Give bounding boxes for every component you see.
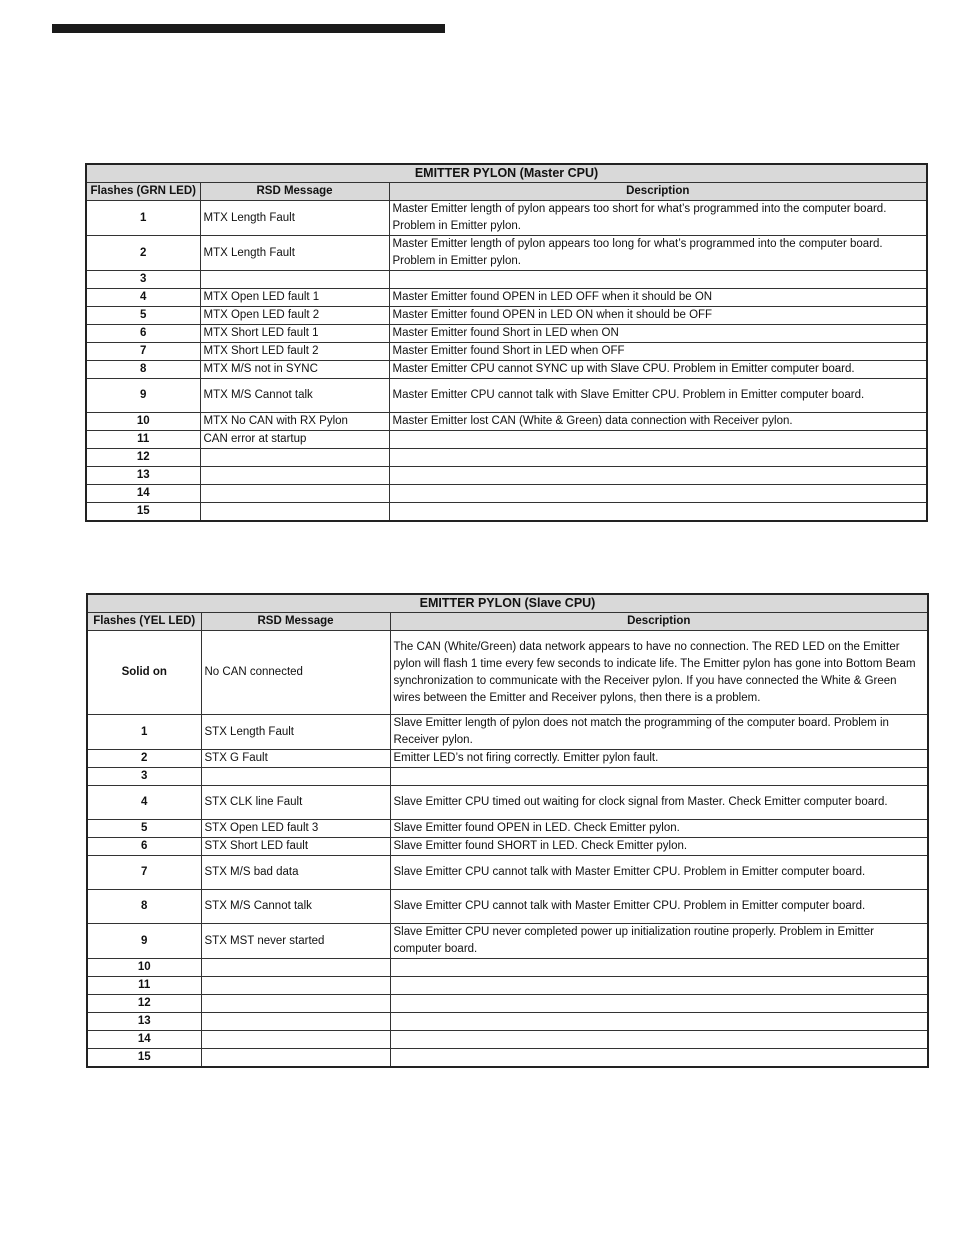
description-cell — [389, 431, 927, 449]
table-row — [87, 768, 928, 786]
flash-count-cell: 14 — [86, 485, 200, 503]
rsd-message-cell: STX M/S bad data — [201, 856, 390, 890]
rsd-message-cell — [201, 1013, 390, 1031]
description-cell: The CAN (White/Green) data network appears to have no connection. The RED LED on the Emitter pylon will flash 1 time every few seconds to indicate life. The Emitter pylon has gone into Bottom Beam synchronization to communicate with the Receiver pylon. If you have connected the White & Green wires between the Emitter and Receiver pylons, then there is a problem. — [390, 631, 928, 715]
table-row — [87, 750, 928, 768]
flash-count-cell: 13 — [86, 467, 200, 485]
flash-count-cell: 15 — [87, 1049, 201, 1068]
flash-count-cell: 3 — [87, 768, 201, 786]
master-cpu-table — [85, 163, 928, 522]
rsd-message-cell: MTX M/S not in SYNC — [200, 361, 389, 379]
rsd-message-cell: STX CLK line Fault — [201, 786, 390, 820]
flash-count-cell: 14 — [87, 1031, 201, 1049]
description-cell — [389, 449, 927, 467]
description-cell: Master Emitter found OPEN in LED OFF when it should be ON — [389, 289, 927, 307]
table-row — [87, 924, 928, 959]
table-row — [86, 271, 927, 289]
table-row — [87, 977, 928, 995]
description-cell: Emitter LED’s not firing correctly. Emitter pylon fault. — [390, 750, 928, 768]
flash-count-cell: 5 — [87, 820, 201, 838]
column-header-rsd-message: RSD Message — [201, 613, 390, 631]
description-cell — [390, 1049, 928, 1068]
flash-count-cell: 11 — [87, 977, 201, 995]
column-header-flashes: Flashes (GRN LED) — [86, 183, 200, 201]
description-cell: Slave Emitter length of pylon does not match the programming of the computer board. Problem in Receiver pylon. — [390, 715, 928, 750]
description-cell — [389, 485, 927, 503]
description-cell: Slave Emitter found OPEN in LED. Check Emitter pylon. — [390, 820, 928, 838]
flash-count-cell: 9 — [86, 379, 200, 413]
table-row — [87, 838, 928, 856]
table-title: EMITTER PYLON (Master CPU) — [86, 164, 927, 183]
description-cell — [390, 1031, 928, 1049]
table-row — [87, 631, 928, 715]
table-row — [86, 467, 927, 485]
rsd-message-cell: STX Length Fault — [201, 715, 390, 750]
rsd-message-cell — [200, 503, 389, 522]
rsd-message-cell — [201, 995, 390, 1013]
table-row — [87, 715, 928, 750]
flash-count-cell: 2 — [87, 750, 201, 768]
table-row — [86, 413, 927, 431]
flash-count-cell: 11 — [86, 431, 200, 449]
rsd-message-cell: MTX M/S Cannot talk — [200, 379, 389, 413]
description-cell: Master Emitter lost CAN (White & Green) data connection with Receiver pylon. — [389, 413, 927, 431]
rsd-message-cell: MTX Short LED fault 1 — [200, 325, 389, 343]
flash-count-cell: 13 — [87, 1013, 201, 1031]
rsd-message-cell: STX Short LED fault — [201, 838, 390, 856]
rsd-message-cell — [200, 271, 389, 289]
table-row — [87, 1013, 928, 1031]
flash-count-cell: 12 — [86, 449, 200, 467]
description-cell — [389, 503, 927, 522]
rsd-message-cell: STX M/S Cannot talk — [201, 890, 390, 924]
rsd-message-cell: MTX No CAN with RX Pylon — [200, 413, 389, 431]
rsd-message-cell — [201, 768, 390, 786]
table-title: EMITTER PYLON (Slave CPU) — [87, 594, 928, 613]
flash-count-cell: 9 — [87, 924, 201, 959]
description-cell: Slave Emitter CPU timed out waiting for clock signal from Master. Check Emitter computer board. — [390, 786, 928, 820]
table-row — [86, 236, 927, 271]
table-row — [86, 343, 927, 361]
description-cell — [390, 977, 928, 995]
flash-count-cell: 12 — [87, 995, 201, 1013]
rsd-message-cell: STX G Fault — [201, 750, 390, 768]
description-cell: Slave Emitter found SHORT in LED. Check Emitter pylon. — [390, 838, 928, 856]
column-header-rsd-message: RSD Message — [200, 183, 389, 201]
flash-count-cell: 4 — [86, 289, 200, 307]
rsd-message-cell — [201, 1049, 390, 1068]
description-cell: Slave Emitter CPU cannot talk with Master Emitter CPU. Problem in Emitter computer board. — [390, 856, 928, 890]
description-cell — [389, 467, 927, 485]
rsd-message-cell — [200, 467, 389, 485]
description-cell: Master Emitter found Short in LED when ON — [389, 325, 927, 343]
table-row — [86, 289, 927, 307]
slave-cpu-table — [86, 593, 929, 1068]
description-cell — [390, 959, 928, 977]
flash-count-cell: 6 — [87, 838, 201, 856]
column-header-description: Description — [390, 613, 928, 631]
rsd-message-cell: MTX Open LED fault 1 — [200, 289, 389, 307]
rsd-message-cell — [200, 449, 389, 467]
rsd-message-cell: MTX Open LED fault 2 — [200, 307, 389, 325]
flash-count-cell: 6 — [86, 325, 200, 343]
table-row — [87, 1049, 928, 1068]
rsd-message-cell: MTX Length Fault — [200, 236, 389, 271]
flash-count-cell: 10 — [87, 959, 201, 977]
table-row — [87, 890, 928, 924]
table-row — [86, 201, 927, 236]
column-header-description: Description — [389, 183, 927, 201]
flash-count-cell: 10 — [86, 413, 200, 431]
flash-count-cell: 8 — [87, 890, 201, 924]
flash-count-cell: 7 — [86, 343, 200, 361]
table-row — [86, 379, 927, 413]
description-cell: Master Emitter CPU cannot SYNC up with Slave CPU. Problem in Emitter computer board. — [389, 361, 927, 379]
rsd-message-cell: STX Open LED fault 3 — [201, 820, 390, 838]
description-cell: Master Emitter CPU cannot talk with Slave Emitter CPU. Problem in Emitter computer board. — [389, 379, 927, 413]
rsd-message-cell — [200, 485, 389, 503]
description-cell: Master Emitter length of pylon appears too short for what’s programmed into the computer board. Problem in Emitter pylon. — [389, 201, 927, 236]
rsd-message-cell: MTX Short LED fault 2 — [200, 343, 389, 361]
flash-count-cell: 7 — [87, 856, 201, 890]
description-cell: Slave Emitter CPU cannot talk with Master Emitter CPU. Problem in Emitter computer board. — [390, 890, 928, 924]
table-row — [87, 959, 928, 977]
description-cell — [389, 271, 927, 289]
flash-count-cell: 4 — [87, 786, 201, 820]
rsd-message-cell: CAN error at startup — [200, 431, 389, 449]
rsd-message-cell — [201, 977, 390, 995]
description-cell: Master Emitter found OPEN in LED ON when it should be OFF — [389, 307, 927, 325]
description-cell — [390, 995, 928, 1013]
table-row — [86, 325, 927, 343]
rsd-message-cell: MTX Length Fault — [200, 201, 389, 236]
rsd-message-cell: No CAN connected — [201, 631, 390, 715]
flash-count-cell: Solid on — [87, 631, 201, 715]
description-cell: Slave Emitter CPU never completed power up initialization routine properly. Problem in Emitter computer board. — [390, 924, 928, 959]
header-rule — [52, 24, 445, 33]
flash-count-cell: 15 — [86, 503, 200, 522]
flash-count-cell: 5 — [86, 307, 200, 325]
description-cell — [390, 768, 928, 786]
description-cell — [390, 1013, 928, 1031]
flash-count-cell: 1 — [87, 715, 201, 750]
flash-count-cell: 2 — [86, 236, 200, 271]
flash-count-cell: 3 — [86, 271, 200, 289]
rsd-message-cell: STX MST never started — [201, 924, 390, 959]
table-row — [86, 431, 927, 449]
table-row — [87, 786, 928, 820]
table-row — [87, 1031, 928, 1049]
description-cell: Master Emitter found Short in LED when OFF — [389, 343, 927, 361]
table-row — [86, 307, 927, 325]
flash-count-cell: 8 — [86, 361, 200, 379]
table-row — [86, 449, 927, 467]
table-row — [86, 485, 927, 503]
column-header-flashes: Flashes (YEL LED) — [87, 613, 201, 631]
flash-count-cell: 1 — [86, 201, 200, 236]
rsd-message-cell — [201, 959, 390, 977]
table-row — [87, 820, 928, 838]
rsd-message-cell — [201, 1031, 390, 1049]
table-row — [86, 361, 927, 379]
table-row — [87, 995, 928, 1013]
table-row — [87, 856, 928, 890]
table-row — [86, 503, 927, 522]
description-cell: Master Emitter length of pylon appears too long for what’s programmed into the computer board. Problem in Emitter pylon. — [389, 236, 927, 271]
